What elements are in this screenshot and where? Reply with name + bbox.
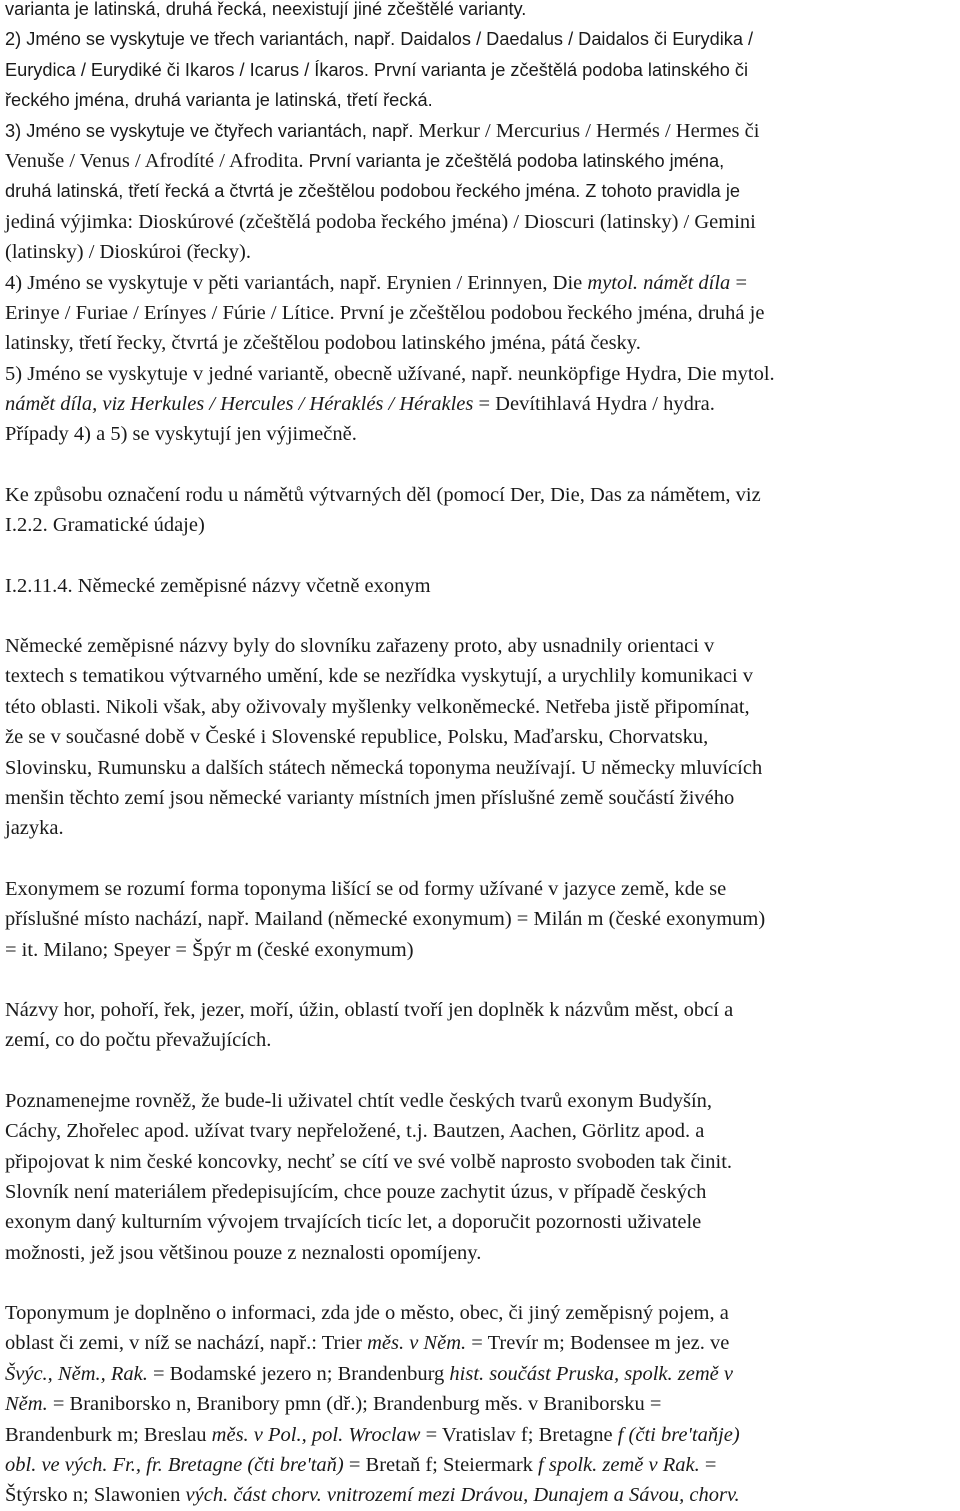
text-line [5, 85, 955, 115]
text-line [5, 237, 955, 267]
text-segment: varianta je latinská, druhá řecká, neexistují jiné zčeštělé varianty. [5, 0, 527, 19]
text-segment: Názvy hor, pohoří, řek, jezer, moří, úžin, oblastí tvoří jen doplněk k názvům měst, obcí a [5, 998, 734, 1021]
text-line [5, 935, 955, 965]
text-line [5, 268, 955, 298]
text-segment: Venuše / Venus / Afrodíté / Afrodita. [5, 149, 309, 172]
text-line [5, 389, 955, 419]
text-segment: = [699, 1454, 717, 1477]
text-line [5, 1177, 955, 1207]
text-segment: = [730, 271, 747, 294]
document-page [5, 0, 955, 1511]
text-line [5, 1025, 955, 1055]
text-segment: 3) Jméno se vyskytuje ve čtyřech variantách, např. [5, 120, 419, 141]
text-segment: menšin těchto zemí jsou německé varianty místních jmen příslušné země součástí živého [5, 786, 735, 809]
paragraph-gap [5, 601, 955, 631]
text-segment: oblast či zemi, v níž se nachází, např.: Trier [5, 1332, 368, 1355]
text-segment: Erinye / Furiae / Erínyes / Fúrie / Lítice. [5, 301, 340, 324]
text-line [5, 24, 955, 54]
text-line [5, 1328, 955, 1358]
text-line [5, 1086, 955, 1116]
text-segment: Případy 4) a 5) se vyskytují jen výjimečně. [5, 423, 357, 446]
text-line [5, 146, 955, 176]
text-line [5, 480, 955, 510]
paragraph-para-toponym [5, 1298, 955, 1511]
text-segment: zemí, co do počtu převažujících. [5, 1029, 272, 1052]
paragraph-gender-note [5, 480, 955, 541]
paragraph-gap [5, 541, 955, 571]
text-line [5, 1359, 955, 1389]
text-segment: = it. Milano; Speyer = Špýr m (české exonymum) [5, 938, 414, 961]
text-line [5, 571, 955, 601]
text-line [5, 419, 955, 449]
text-segment: této oblasti. Nikoli však, aby oživovaly myšlenky velkoněmecké. Netřeba jistě připomínat, [5, 695, 750, 718]
text-segment: První varianta je zčeštělá podoba latinského jména, [308, 150, 725, 171]
text-segment: 5) Jméno se vyskytuje v jedné variantě, obecně užívané, např. neunköpfige Hydra, Die mytol. [5, 362, 775, 385]
text-segment: (latinsky) / Dioskúroi (řecky). [5, 241, 251, 264]
paragraph-para-names [5, 631, 955, 844]
text-line [5, 1480, 955, 1510]
text-segment: Slovinsku, Rumunsku a dalších státech německá toponyma neužívají. U německy mluvících [5, 756, 763, 779]
text-segment: = Trevír m; Bodensee m jez. ve [466, 1332, 730, 1355]
text-line [5, 1116, 955, 1146]
paragraph-gap [5, 965, 955, 995]
text-segment: = Devítihlavá Hydra / hydra. [473, 393, 715, 416]
text-segment: = Bretaň f; Steiermark [343, 1454, 539, 1477]
text-segment: latinsky, třetí řecky, čtvrtá je zčeštělou podobou latinského jména, pátá česky. [5, 332, 641, 355]
text-line [5, 692, 955, 722]
text-line [5, 813, 955, 843]
text-segment: exonym daný kulturním vývojem trvajících ticíc let, a doporučit pozornosti uživatele [5, 1211, 702, 1234]
paragraph-gap [5, 450, 955, 480]
text-line [5, 0, 955, 24]
paragraph-para-exonym [5, 874, 955, 965]
text-segment: Cáchy, Zhořelec apod. užívat tvary nepřeložené, t.j. Bautzen, Aachen, Görlitz apod. a [5, 1120, 705, 1143]
text-segment: Německé zeměpisné názvy byly do slovníku zařazeny proto, aby usnadnily orientaci v [5, 635, 715, 658]
text-segment: I.2.2. Gramatické údaje) [5, 514, 205, 537]
text-line [5, 1298, 955, 1328]
text-segment: příslušné místo nachází, např. Mailand (německé exonymum) = Milán m (české exonymum) [5, 908, 766, 931]
text-segment: Toponymum je doplněno o informaci, zda jde o město, obec, či jiný zeměpisný pojem, a [5, 1302, 729, 1325]
italic-text: mytol. námět díla [587, 271, 731, 294]
italic-text: f (čti bre'taňje) [617, 1423, 740, 1446]
text-segment: druhá latinská, třetí řecká a čtvrtá je zčeštělou podobou řeckého jména. Z tohoto pravidla je [5, 181, 740, 202]
italic-text: Něm. [5, 1393, 48, 1416]
text-line [5, 176, 955, 206]
italic-text: vých. část chorv. vnitrozemí mezi Drávou, Dunajem a Sávou, chorv. [185, 1484, 740, 1507]
paragraph-gap [5, 844, 955, 874]
text-line [5, 207, 955, 237]
text-segment: jazyka. [5, 817, 64, 840]
text-line [5, 753, 955, 783]
paragraph-para-addition [5, 995, 955, 1056]
paragraph-section-heading [5, 571, 955, 601]
italic-text: měs. v Pol., pol. Wroclaw [211, 1423, 421, 1446]
text-line [5, 510, 955, 540]
text-segment: že se v současné době v České i Slovenské republice, Polsku, Maďarsku, Chorvatsku, [5, 726, 709, 749]
text-line [5, 783, 955, 813]
italic-text: f spolk. země v Rak. [538, 1454, 700, 1477]
text-segment: Brandenburk m; Breslau [5, 1423, 212, 1446]
text-segment: řeckého jména, druhá varianta je latinská, třetí řecká. [5, 90, 433, 111]
text-line [5, 328, 955, 358]
italic-text: Švýc., Něm., Rak. [5, 1362, 148, 1385]
text-segment: Štýrsko n; Slawonien [5, 1484, 186, 1507]
text-line [5, 631, 955, 661]
text-line [5, 298, 955, 328]
text-line [5, 1420, 955, 1450]
text-segment: připojovat k nim české koncovky, nechť se cítí ve své volbě naprosto svoboden tak činit. [5, 1150, 733, 1173]
text-line [5, 1147, 955, 1177]
text-segment: Slovník není materiálem předepisujícím, chce pouze zachytit úzus, v případě českých [5, 1180, 707, 1203]
text-line [5, 116, 955, 146]
italic-text: hist. součást Pruska, spolk. země v [449, 1362, 733, 1385]
text-segment: Poznamenejme rovněž, že bude-li uživatel chtít vedle českých tvarů exonym Budyšín, [5, 1089, 713, 1112]
text-segment: = Bodamské jezero n; Brandenburg [147, 1362, 450, 1385]
text-segment: textech s tematikou výtvarného umění, kde se nezřídka vyskytují, a urychlily komunikaci v [5, 665, 754, 688]
paragraph-para-user [5, 1086, 955, 1268]
text-segment: Merkur / Mercurius / Hermés / Hermes či [418, 119, 760, 142]
text-segment: 2) Jméno se vyskytuje ve třech variantách, např. Daidalos / Daedalus / Daidalos či Eurydika / [5, 29, 754, 50]
italic-text: obl. ve vých. Fr., fr. Bretagne (čti bre'taň) [5, 1454, 344, 1477]
paragraph-variants [5, 0, 955, 450]
text-line [5, 359, 955, 389]
text-segment: možnosti, jež jsou většinou pouze z neznalosti opomíjeny. [5, 1241, 482, 1264]
text-line [5, 1238, 955, 1268]
italic-text: měs. v Něm. [367, 1332, 467, 1355]
text-segment: I.2.11.4. Německé zeměpisné názvy včetně exonym [5, 574, 431, 597]
text-segment: Exonymem se rozumí forma toponyma lišící se od formy užívané v jazyce země, kde se [5, 877, 727, 900]
paragraph-gap [5, 1268, 955, 1298]
text-line [5, 661, 955, 691]
text-segment: = Vratislav f; Bretagne [420, 1423, 618, 1446]
text-line [5, 904, 955, 934]
text-line [5, 1389, 955, 1419]
text-segment: jediná výjimka: Dioskúrové (zčeštělá podoba řeckého jména) / Dioscuri (latinsky) / Gemini [5, 210, 756, 233]
text-line [5, 995, 955, 1025]
text-line [5, 55, 955, 85]
text-line [5, 1450, 955, 1480]
text-line [5, 1207, 955, 1237]
italic-text: námět díla, viz Herkules / Hercules / Héraklés / Hérakles [5, 393, 474, 416]
text-segment: Eurydica / Eurydiké či Ikaros / Icarus / Íkaros. První varianta je zčeštělá podoba latinského či [5, 59, 748, 80]
text-segment: Ke způsobu označení rodu u námětů výtvarných děl (pomocí Der, Die, Das za námětem, viz [5, 483, 761, 506]
text-segment: První je zčeštělou podobou řeckého jména, druhá je [339, 301, 765, 324]
text-segment: 4) Jméno se vyskytuje v pěti variantách, např. Erynien / Erinnyen, Die [5, 271, 588, 294]
text-line [5, 874, 955, 904]
text-line [5, 722, 955, 752]
paragraph-gap [5, 1056, 955, 1086]
text-segment: = Braniborsko n, Branibory pmn (dř.); Brandenburg měs. v Braniborsku = [47, 1393, 662, 1416]
